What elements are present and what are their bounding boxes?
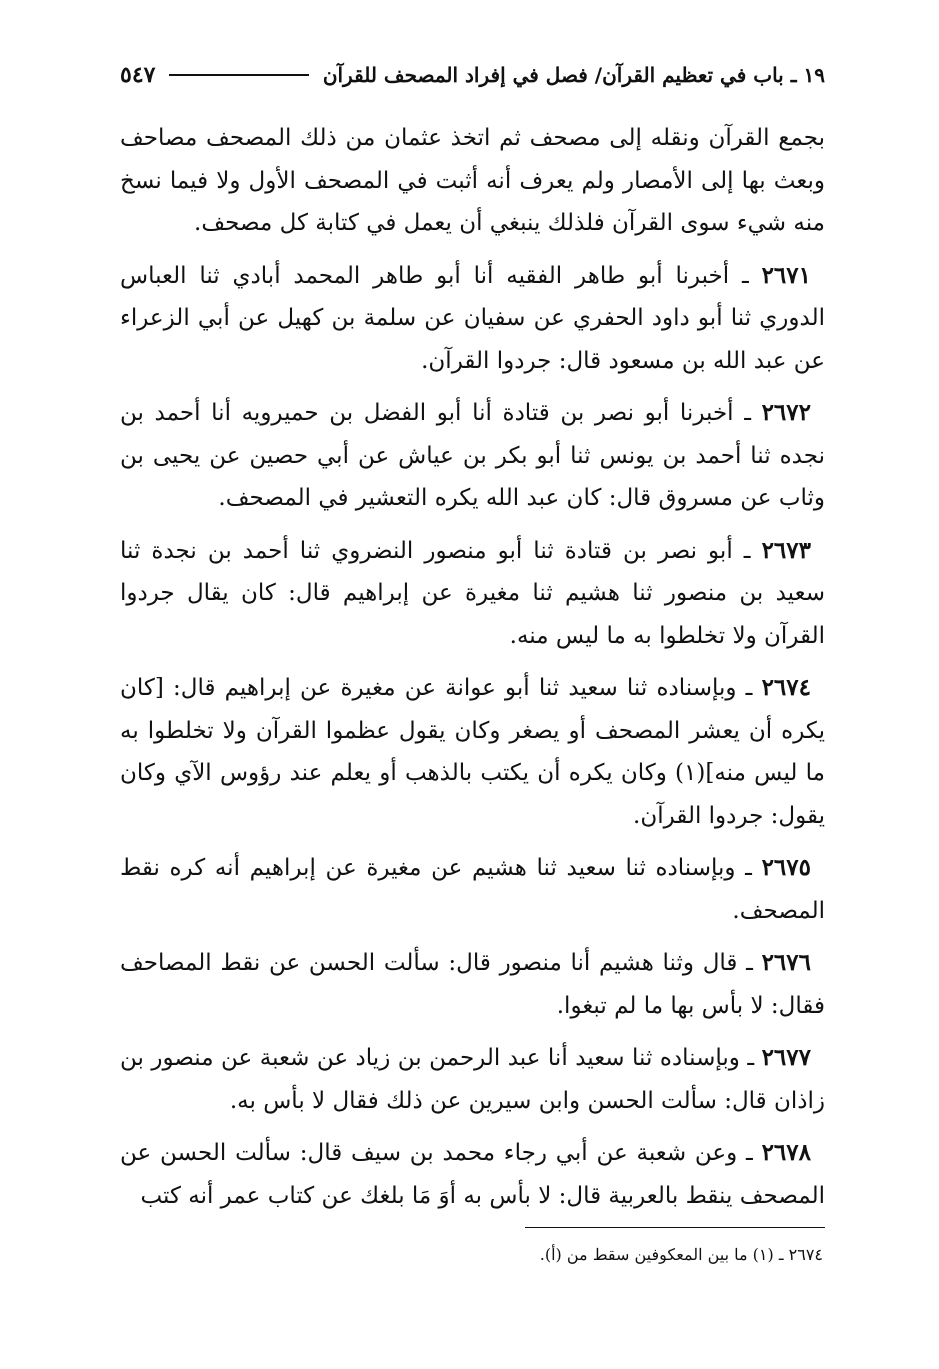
footnote: ٢٦٧٤ ـ (١) ما بين المعكوفين سقط من (أ). (539, 1245, 823, 1264)
hadith-2676: ٢٦٧٦ ـ قال وثنا هشيم أنا منصور قال: سألت الحسن عن نقط المصاحف فقال: لا بأس بها ما لم تبغوا. (120, 949, 825, 1019)
hadith-2674: ٢٦٧٤ ـ وبإسناده ثنا سعيد ثنا أبو عوانة عن مغيرة عن إبراهيم قال: [كان يكره أن يعشر المصحف أو يصغر وكان يقول عظموا القرآن ولا تخلطوا به ما ليس منه](١) وكان يكره أن يكتب بالذهب أو يعلم عند رؤوس الآي وكان يقول: جردوا القرآن. (120, 674, 825, 829)
hadith-text: وبإسناده ثنا سعيد ثنا أبو عوانة عن مغيرة عن إبراهيم قال: [كان يكره أن يعشر المصحف أو يصغر وكان يقول عظموا القرآن ولا تخلطوا به ما ليس منه](١) وكان يكره أن يكتب بالذهب أو يعلم عند رؤوس الآي وكان يقول: جردوا القرآن. (120, 675, 825, 829)
hadith-number: ٢٦٧٣ (761, 536, 811, 564)
hadith-2677: ٢٦٧٧ ـ وبإسناده ثنا سعيد أنا عبد الرحمن بن زياد عن شعبة عن منصور بن زاذان قال: سألت الحسن وابن سيرين عن ذلك فقال لا بأس به. (120, 1044, 825, 1114)
hadith-text: وبإسناده ثنا سعيد ثنا هشيم عن مغيرة عن إبراهيم أنه كره نقط المصحف. (120, 855, 825, 924)
hadith-text: أخبرنا أبو طاهر الفقيه أنا أبو طاهر المحمد أبادي ثنا العباس الدوري ثنا أبو داود الحفري عن سفيان عن سلمة بن كهيل عن أبي الزعراء عن عبد الله بن مسعود قال: جردوا القرآن. (120, 262, 825, 374)
body-text (120, 117, 825, 1217)
hadith-text: قال وثنا هشيم أنا منصور قال: سألت الحسن عن نقط المصاحف فقال: لا بأس بها ما لم تبغوا. (120, 950, 825, 1019)
hadith-text: أبو نصر بن قتادة ثنا أبو منصور النضروي ثنا أحمد بن نجدة ثنا سعيد بن منصور ثنا هشيم ثنا مغيرة عن إبراهيم قال: كان يقال جردوا القرآن ولا تخلطوا به ما ليس منه. (120, 537, 825, 649)
header-rule (169, 74, 308, 76)
hadith-number: ٢٦٧١ (761, 261, 811, 289)
hadith-text: وعن شعبة عن أبي رجاء محمد بن سيف قال: سألت الحسن عن المصحف ينقط بالعربية قال: لا بأس به أوَ مَا بلغك عن كتاب عمر أنه كتب (120, 1140, 825, 1209)
hadith-2678: ٢٦٧٨ ـ وعن شعبة عن أبي رجاء محمد بن سيف قال: سألت الحسن عن المصحف ينقط بالعربية قال: لا بأس به أوَ مَا بلغك عن كتاب عمر أنه كتب (120, 1139, 825, 1209)
page-number: ٥٤٧ (120, 62, 156, 88)
running-header (120, 55, 825, 95)
hadith-2672: ٢٦٧٢ ـ أخبرنا أبو نصر بن قتادة أنا أبو الفضل بن حميرويه أنا أحمد بن نجده ثنا أحمد بن يونس ثنا أبو بكر بن عياش عن أبي حصين عن يحيى بن وثاب عن مسروق قال: كان عبد الله يكره التعشير في المصحف. (120, 399, 825, 511)
hadith-number: ٢٦٧٢ (761, 399, 811, 426)
hadith-number: ٢٦٧٦ (761, 949, 811, 976)
intro-paragraph: بجمع القرآن ونقله إلى مصحف ثم اتخذ عثمان من ذلك المصحف مصاحف وبعث بها إلى الأمصار ولم يعرف أنه أثبت في المصحف الأول ولا فيما نسخ منه شيء سوى القرآن فلذلك ينبغي أن يعمل في كتابة كل مصحف. (120, 125, 825, 236)
hadith-text: وبإسناده ثنا سعيد أنا عبد الرحمن بن زياد عن شعبة عن منصور بن زاذان قال: سألت الحسن وابن سيرين عن ذلك فقال لا بأس به. (120, 1045, 825, 1114)
page (120, 55, 825, 1268)
hadith-2671: ٢٦٧١ ـ أخبرنا أبو طاهر الفقيه أنا أبو طاهر المحمد أبادي ثنا العباس الدوري ثنا أبو داود الحفري عن سفيان عن سلمة بن كهيل عن أبي الزعراء عن عبد الله بن مسعود قال: جردوا القرآن. (120, 261, 825, 374)
hadith-2675: ٢٦٧٥ ـ وبإسناده ثنا سعيد ثنا هشيم عن مغيرة عن إبراهيم أنه كره نقط المصحف. (120, 854, 825, 924)
hadith-number: ٢٦٧٨ (761, 1139, 811, 1166)
footnote-rule (525, 1227, 825, 1228)
hadith-number: ٢٦٧٧ (761, 1044, 811, 1071)
hadith-text: أخبرنا أبو نصر بن قتادة أنا أبو الفضل بن حميرويه أنا أحمد بن نجده ثنا أحمد بن يونس ثنا أبو بكر بن عياش عن أبي حصين عن يحيى بن وثاب عن مسروق قال: كان عبد الله يكره التعشير في المصحف. (120, 400, 825, 511)
hadith-number: ٢٦٧٤ (761, 674, 811, 701)
hadith-number: ٢٦٧٥ (761, 854, 811, 881)
hadith-2673: ٢٦٧٣ ـ أبو نصر بن قتادة ثنا أبو منصور النضروي ثنا أحمد بن نجدة ثنا سعيد بن منصور ثنا هشيم ثنا مغيرة عن إبراهيم قال: كان يقال جردوا القرآن ولا تخلطوا به ما ليس منه. (120, 536, 825, 649)
running-header-title: ١٩ ـ باب في تعظيم القرآن/ فصل في إفراد المصحف للقرآن (322, 63, 825, 87)
